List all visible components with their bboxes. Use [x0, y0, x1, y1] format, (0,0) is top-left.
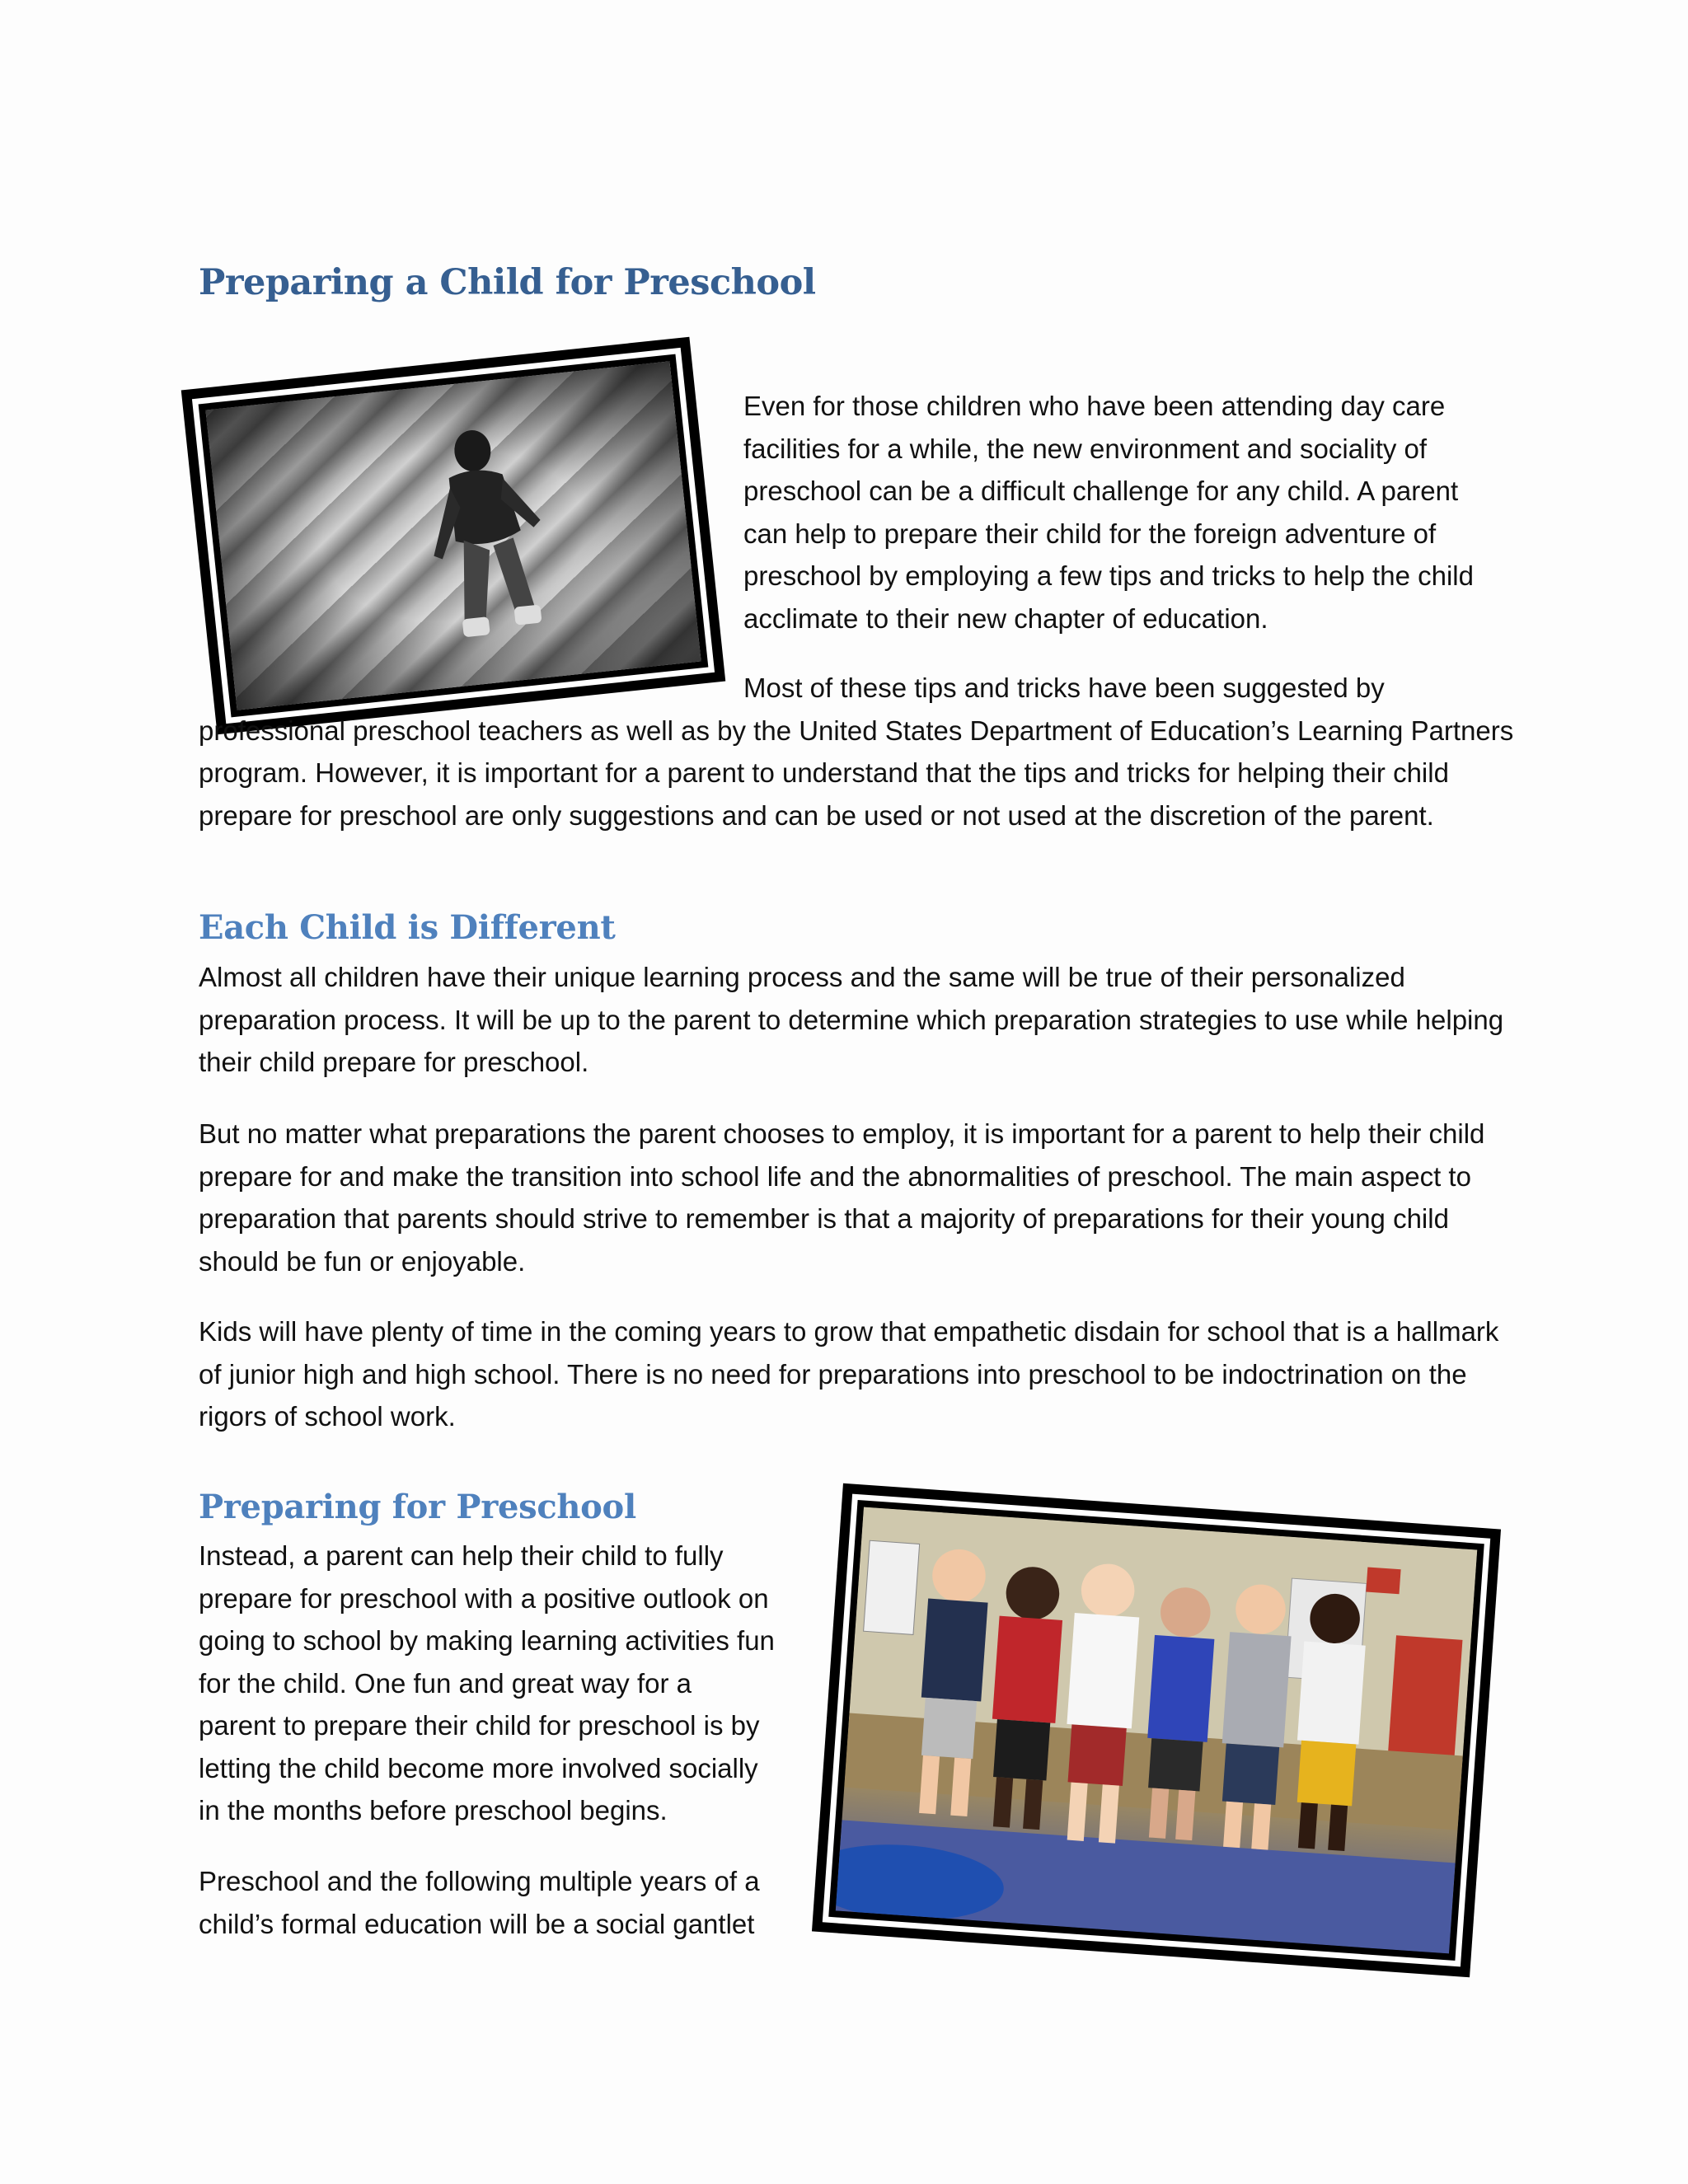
intro-paragraph-2: Most of these tips and tricks have been suggested by professional preschool teachers as well as by the United States Department of Education’s Learning Partners program. However, it is important for a parent to understand that the tips and tricks for helping their child prepare for preschool are only suggestions and can be used or not used at the discretion of the parent.: [199, 673, 1514, 831]
intro-paragraph-1: Even for those children who have been attending day care facilities for a while, the new environment and sociality of preschool can be a difficult challenge for any child. A parent can help to prepare their child for the foreign adventure of preschool by employing a few tips and tricks to help the child acclimate to their new chapter of education.: [743, 391, 1474, 634]
section-1-paragraph-1: Almost all children have their unique learning process and the same will be true of their personalized preparation process. It will be up to the parent to determine which preparation strategies to use while helping their child prepare for preschool.: [199, 962, 1504, 1077]
child-figure-icon: [420, 421, 560, 679]
section-heading-preparing: Preparing for Preschool: [199, 1488, 636, 1526]
section-2-paragraph-2: Preschool and the following multiple years of a child’s formal education will be a social gantlet: [199, 1866, 760, 1939]
section-1-paragraph-3: Kids will have plenty of time in the coming years to grow that empathetic disdain for school that is a hallmark of junior high and high school. There is no need for preparations into preschool to be indoctrination on the rigors of school work.: [199, 1316, 1499, 1432]
section-1-paragraph-2: But no matter what preparations the parent chooses to employ, it is important for a parent to help their child prepare for and make the transition into school life and the abnormalities of preschool. The main aspect to preparation that parents should strive to remember is that a majority of preparations for their young child should be fun or enjoyable.: [199, 1118, 1485, 1277]
page-title: Preparing a Child for Preschool: [199, 262, 816, 303]
group-of-children-photo: [812, 1483, 1501, 1977]
section-heading-each-child: Each Child is Different: [199, 908, 616, 947]
section-2-paragraph-1: Instead, a parent can help their child to fully prepare for preschool with a positive outlook on going to school by making learning activities fun for the child. One fun and great way for a parent to prepare their child for preschool is by letting the child become more involved socially in the months before preschool begins.: [199, 1540, 775, 1825]
classroom-scene-icon: [836, 1507, 1477, 1954]
